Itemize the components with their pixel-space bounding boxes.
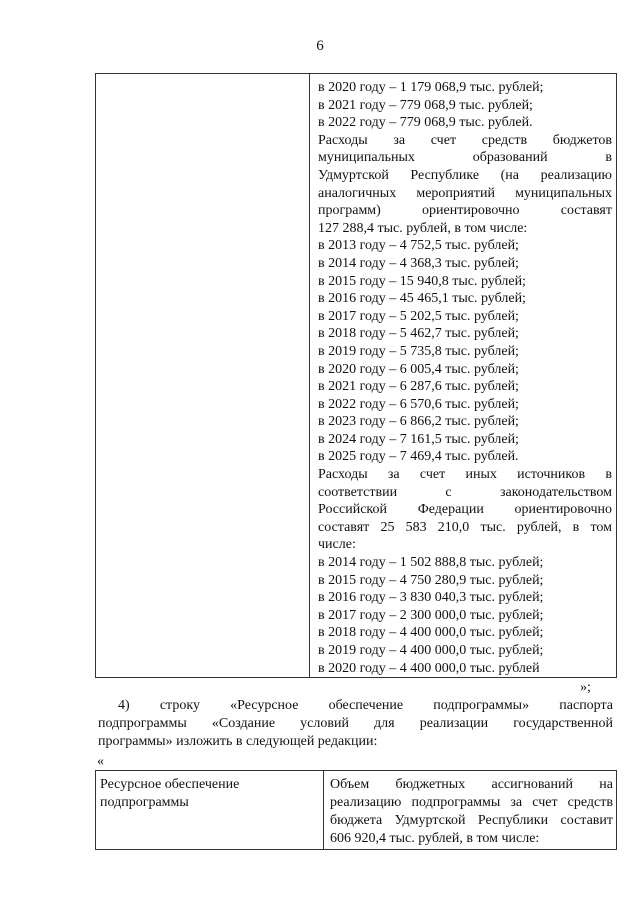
row-value-line: 606 920,4 тыс. рублей, в том числе:: [330, 831, 540, 846]
row-value-line: бюджета Удмуртской Республики составит: [330, 813, 613, 828]
funding-line: муниципальных образований в: [318, 150, 612, 166]
funding-line: в 2015 году – 4 750 280,9 тыс. рублей;: [318, 572, 544, 588]
funding-line: в 2021 году – 6 287,6 тыс. рублей;: [318, 379, 519, 395]
funding-line: соответствии с законодательством: [318, 484, 612, 500]
row-title-line: Ресурсное обеспечение: [100, 777, 240, 792]
funding-line: в 2016 году – 3 830 040,3 тыс. рублей;: [318, 590, 544, 606]
funding-line: в 2017 году – 2 300 000,0 тыс. рублей;: [318, 607, 544, 623]
resource-table-new: [95, 770, 617, 850]
funding-line: в 2014 году – 4 368,3 тыс. рублей;: [318, 255, 519, 271]
page-number: 6: [316, 38, 324, 54]
funding-line: составят 25 583 210,0 тыс. рублей, в том: [318, 519, 612, 535]
column-divider: [323, 771, 324, 849]
funding-line: в 2019 году – 5 735,8 тыс. рублей;: [318, 343, 519, 359]
funding-line: в 2015 году – 15 940,8 тыс. рублей;: [318, 273, 526, 289]
funding-line: в 2016 году – 45 465,1 тыс. рублей;: [318, 291, 526, 307]
closing-quote: »;: [580, 680, 591, 695]
funding-line: в 2017 году – 5 202,5 тыс. рублей;: [318, 308, 519, 324]
amendment-paragraph: [98, 697, 613, 751]
resource-table-continued: [95, 73, 617, 678]
funding-line: в 2018 году – 5 462,7 тыс. рублей;: [318, 326, 519, 342]
row-title-cell: [100, 776, 315, 812]
opening-quote: «: [97, 754, 104, 769]
funding-line: числе:: [318, 537, 356, 553]
row-value-line: реализацию подпрограммы за счет средств: [330, 795, 613, 810]
paragraph-line-2: подпрограммы «Создание условий для реализации государственной: [98, 716, 613, 731]
funding-line: в 2014 году – 1 502 888,8 тыс. рублей;: [318, 555, 544, 571]
funding-line: Удмуртской Республике (на реализацию: [318, 167, 612, 183]
funding-line: в 2022 году – 6 570,6 тыс. рублей;: [318, 396, 519, 412]
funding-line: в 2020 году – 4 400 000,0 тыс. рублей: [318, 660, 540, 676]
funding-line: Расходы за счет средств бюджетов: [318, 132, 612, 148]
funding-line: в 2019 году – 4 400 000,0 тыс. рублей;: [318, 643, 544, 658]
funding-line: в 2020 году – 1 179 068,9 тыс. рублей;: [318, 80, 544, 95]
paragraph-line-1: 4) строку «Ресурсное обеспечение подпрограммы» паспорта: [118, 698, 613, 713]
funding-line: в 2023 году – 6 866,2 тыс. рублей;: [318, 414, 519, 430]
funding-line: в 2024 году – 7 161,5 тыс. рублей;: [318, 431, 519, 447]
funding-line: в 2025 году – 7 469,4 тыс. рублей.: [318, 449, 519, 465]
row-title-line: подпрограммы: [100, 795, 189, 810]
funding-line: аналогичных мероприятий муниципальных: [318, 185, 612, 201]
funding-details-cell: [318, 79, 612, 677]
funding-line: Расходы за счет иных источников в: [318, 467, 612, 483]
funding-line: 127 288,4 тыс. рублей, в том числе:: [318, 220, 528, 236]
funding-line: в 2021 году – 779 068,9 тыс. рублей;: [318, 97, 533, 113]
paragraph-line-3: программы» изложить в следующей редакции:: [98, 734, 378, 749]
funding-line: программ) ориентировочно составят: [318, 203, 612, 219]
funding-line: в 2013 году – 4 752,5 тыс. рублей;: [318, 238, 519, 254]
row-value-line: Объем бюджетных ассигнований на: [330, 777, 613, 792]
funding-line: в 2022 году – 779 068,9 тыс. рублей.: [318, 115, 533, 131]
funding-line: в 2020 году – 6 005,4 тыс. рублей;: [318, 361, 519, 377]
column-divider: [309, 74, 310, 677]
funding-line: Российской Федерации ориентировочно: [318, 502, 612, 518]
row-value-cell: [330, 776, 613, 848]
funding-line: в 2018 году – 4 400 000,0 тыс. рублей;: [318, 625, 544, 641]
